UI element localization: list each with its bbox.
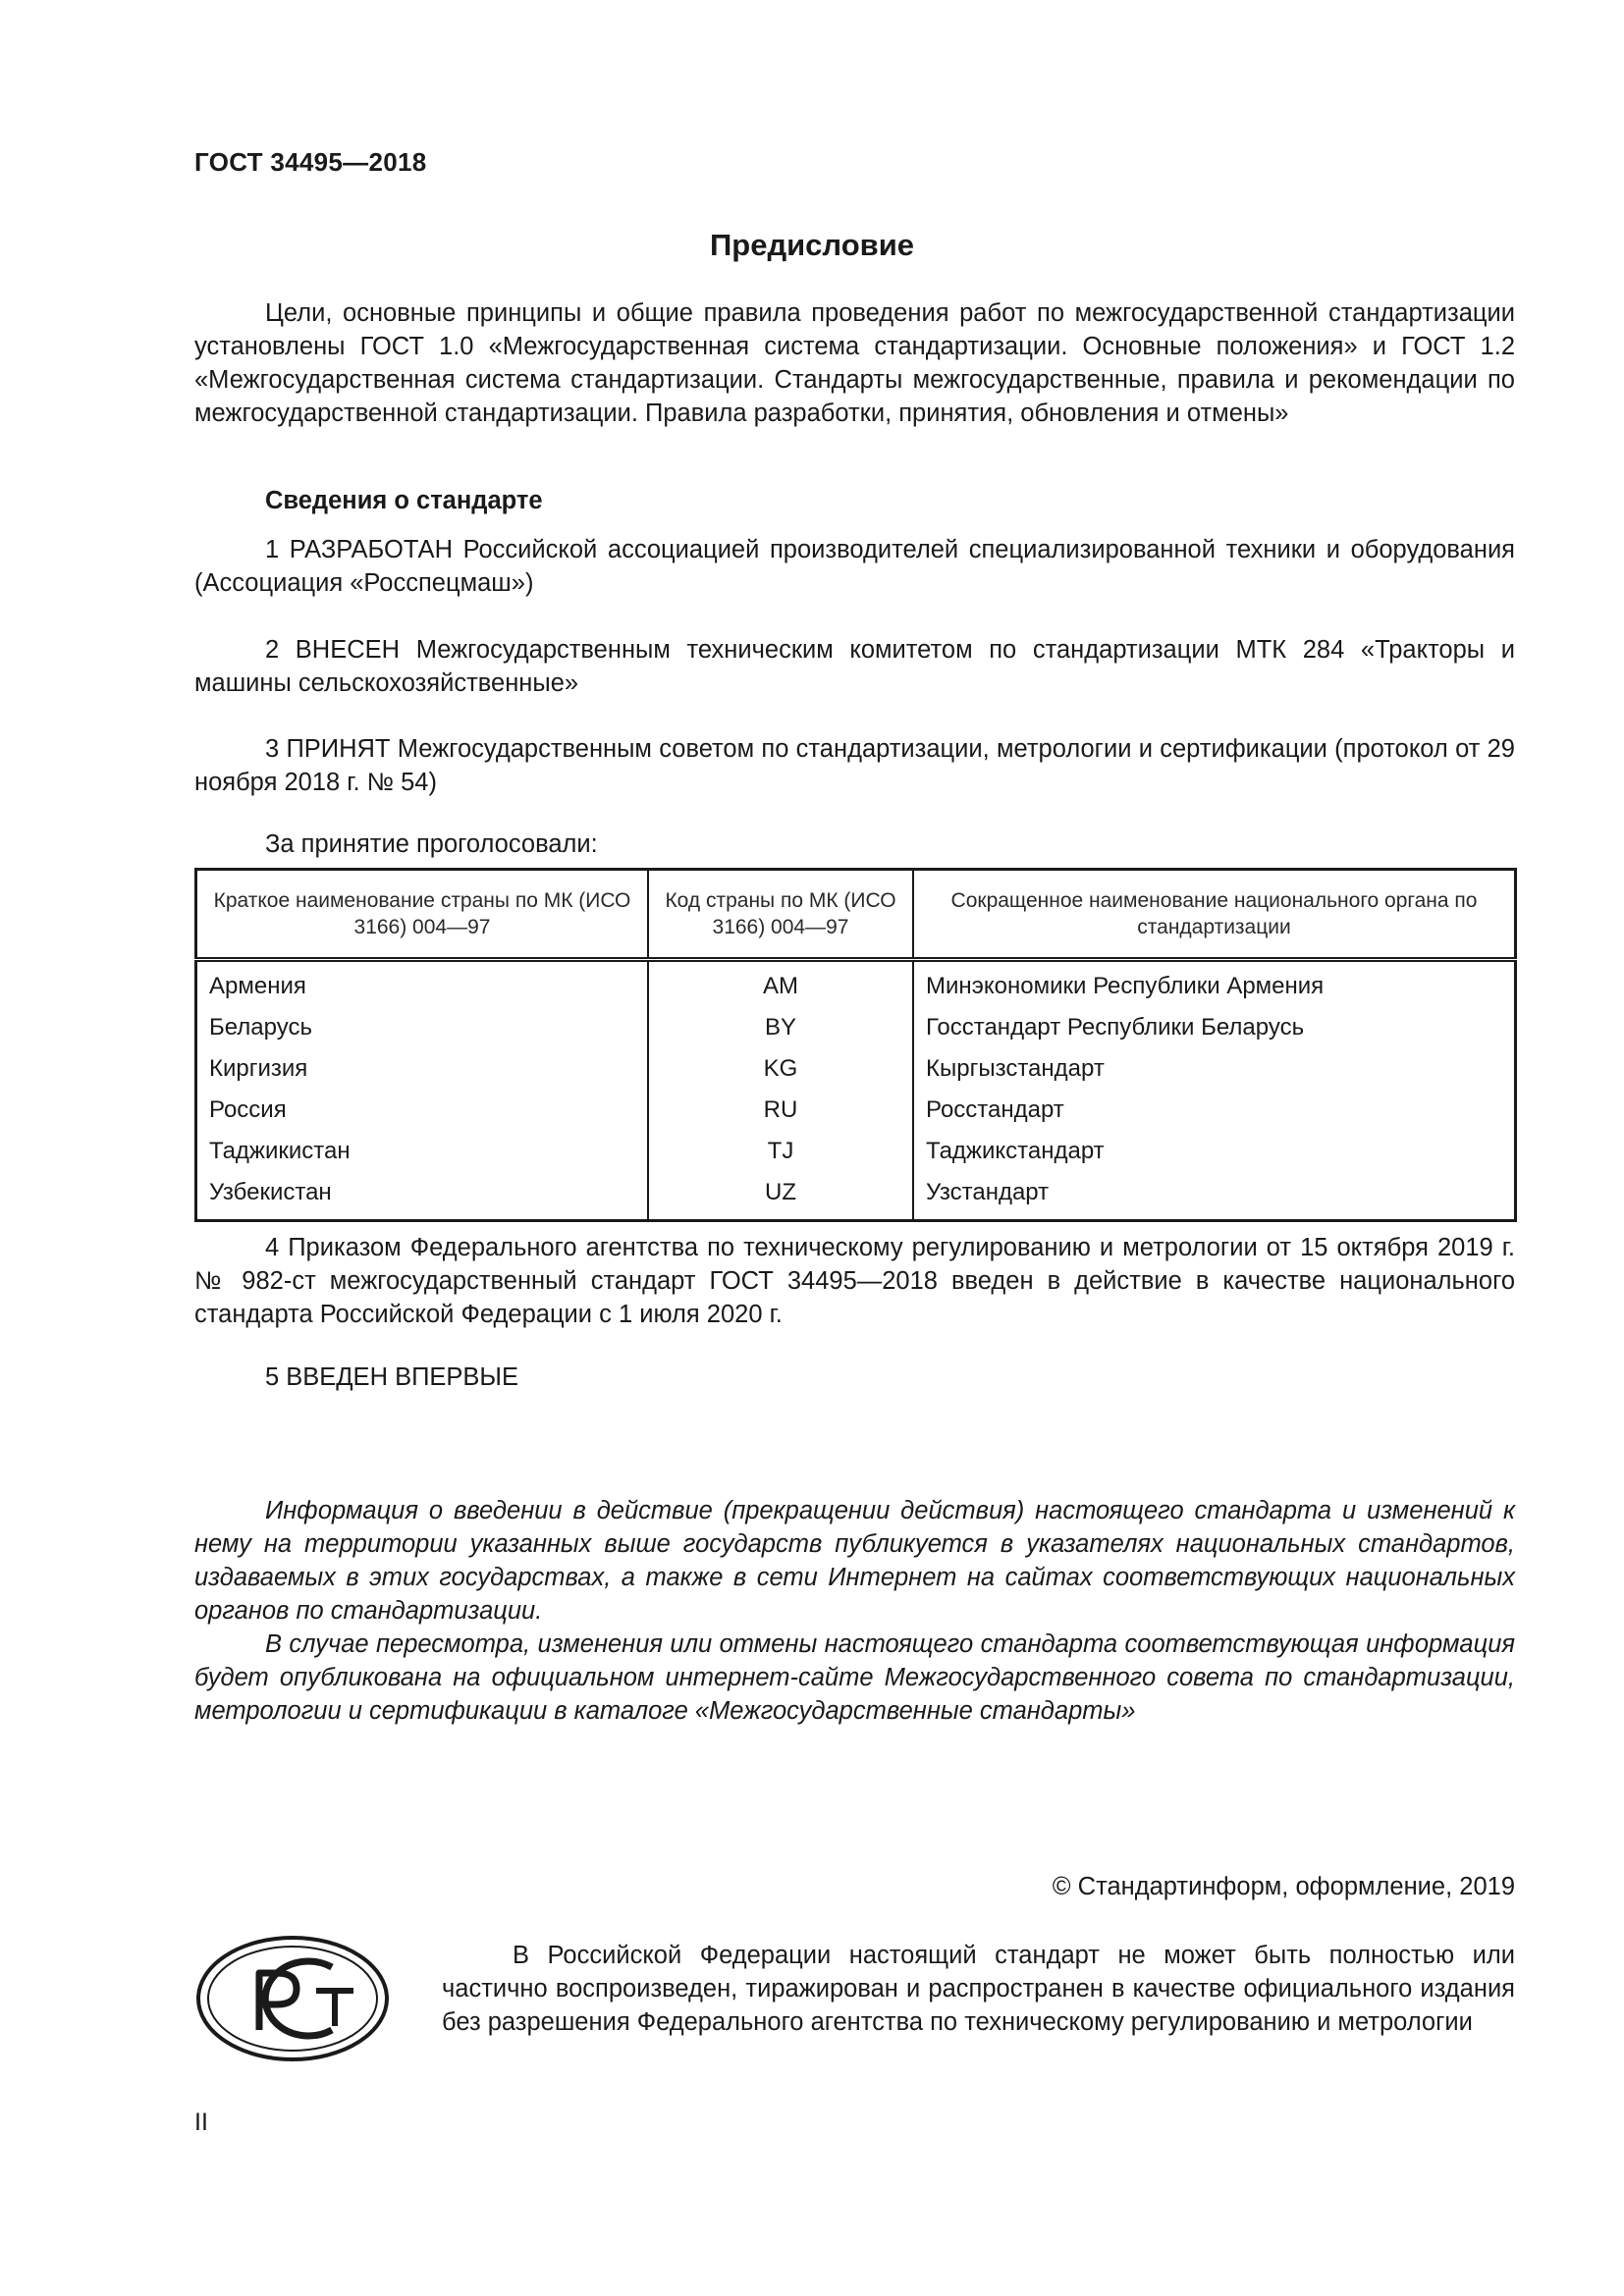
cell-body: Росстандарт — [913, 1090, 1516, 1131]
cell-code: BY — [648, 1007, 913, 1048]
info-notice-p1: Информация о введении в действие (прекращении действия) настоящего стандарта и изменений к нему на территории указанных выше государств публикуется в указателях национальных стандартов, издаваемых в этих государствах, а также в сети Интернет на сайтах соответствующих национальных органов по стандартизации. — [194, 1497, 1515, 1625]
table-row — [196, 1048, 1516, 1090]
item-adopted — [194, 732, 1515, 799]
reproduction-notice — [442, 1939, 1515, 2039]
cell-country: Армения — [209, 973, 306, 999]
item-developed — [194, 533, 1515, 600]
item-enacted-text: 4 Приказом Федерального агентства по техническому регулированию и метрологии от 15 октября 2019 г. № 982-ст межгосударственный стандарт ГОСТ 34495—2018 введен в действие в качестве национального стандарта Российской Федерации с 1 июля 2020 г. — [194, 1234, 1515, 1328]
intro-text: Цели, основные принципы и общие правила проведения работ по межгосударственной стандартизации установлены ГОСТ 1.0 «Межгосударственная система стандартизации. Основные положения» и ГОСТ 1.2 «Межгосударственная система стандартизации. Стандарты межгосударственные, правила и рекомендации по межгосударственной стандартизации. Правила разработки, принятия, обновления и отмены» — [194, 299, 1515, 427]
header-country-code: Код страны по МК (ИСО 3166) 004—97 — [648, 870, 913, 960]
cell-code: RU — [648, 1090, 913, 1131]
voting-table — [194, 868, 1517, 1222]
item-adopted-text: 3 ПРИНЯТ Межгосударственным советом по стандартизации, метрологии и сертификации (протокол от 29 ноября 2018 г. № 54) — [194, 735, 1515, 796]
cell-code: AM — [648, 960, 913, 1008]
info-notice — [194, 1494, 1515, 1728]
copyright-line: © Стандартинформ, оформление, 2019 — [1052, 1873, 1515, 1900]
reproduction-notice-text: В Российской Федерации настоящий стандарт не может быть полностью или частично воспроизведен, тиражирован и распространен в качестве официального издания без разрешения Федерального агентства по техническому регулированию и метрологии — [442, 1942, 1515, 2036]
item-submitted — [194, 633, 1515, 700]
cell-country: Россия — [209, 1096, 287, 1123]
voting-label: За принятие проголосовали: — [265, 830, 598, 858]
table-row — [196, 1090, 1516, 1131]
item-submitted-text: 2 ВНЕСЕН Межгосударственным техническим комитетом по стандартизации МТК 284 «Тракторы и машины сельскохозяйственные» — [194, 636, 1515, 697]
standard-info-heading: Сведения о стандарте — [265, 487, 543, 514]
table-row — [196, 1007, 1516, 1048]
cell-country: Узбекистан — [209, 1179, 332, 1205]
rst-conformity-mark-icon — [194, 1934, 391, 2063]
intro-paragraph — [194, 296, 1515, 430]
cell-code: UZ — [648, 1172, 913, 1221]
table-row — [196, 1172, 1516, 1221]
cell-country: Таджикистан — [209, 1138, 351, 1164]
cell-country: Беларусь — [209, 1014, 312, 1041]
cell-body: Госстандарт Республики Беларусь — [913, 1007, 1516, 1048]
item-introduced: 5 ВВЕДЕН ВПЕРВЫЕ — [265, 1363, 519, 1391]
table-row — [196, 1131, 1516, 1172]
header-country-name: Краткое наименование страны по МК (ИСО 3166) 004—97 — [196, 870, 649, 960]
cell-body: Кыргызстандарт — [913, 1048, 1516, 1090]
item-enacted — [194, 1231, 1515, 1331]
page-title: Предисловие — [709, 228, 914, 262]
cell-code: KG — [648, 1048, 913, 1090]
cell-code: TJ — [648, 1131, 913, 1172]
item-developed-text: 1 РАЗРАБОТАН Российской ассоциацией производителей специализированной техники и оборудования (Ассоциация «Росспецмаш») — [194, 536, 1515, 597]
cell-country: Киргизия — [209, 1055, 308, 1082]
info-notice-p2: В случае пересмотра, изменения или отмены настоящего стандарта соответствующая информация будет опубликована на официальном интернет-сайте Межгосударственного совета по стандартизации, метрологии и сертификации в каталоге «Межгосударственные стандарты» — [194, 1630, 1515, 1725]
page-number: II — [194, 2109, 208, 2136]
cell-body: Узстандарт — [913, 1172, 1516, 1221]
cell-body: Минэкономики Республики Армения — [913, 960, 1516, 1008]
table-header-row — [196, 870, 1516, 960]
table-row — [196, 960, 1516, 1008]
document-id-header: ГОСТ 34495—2018 — [194, 147, 427, 177]
cell-body: Таджикстандарт — [913, 1131, 1516, 1172]
header-standards-body: Сокращенное наименование национального органа по стандартизации — [913, 870, 1516, 960]
